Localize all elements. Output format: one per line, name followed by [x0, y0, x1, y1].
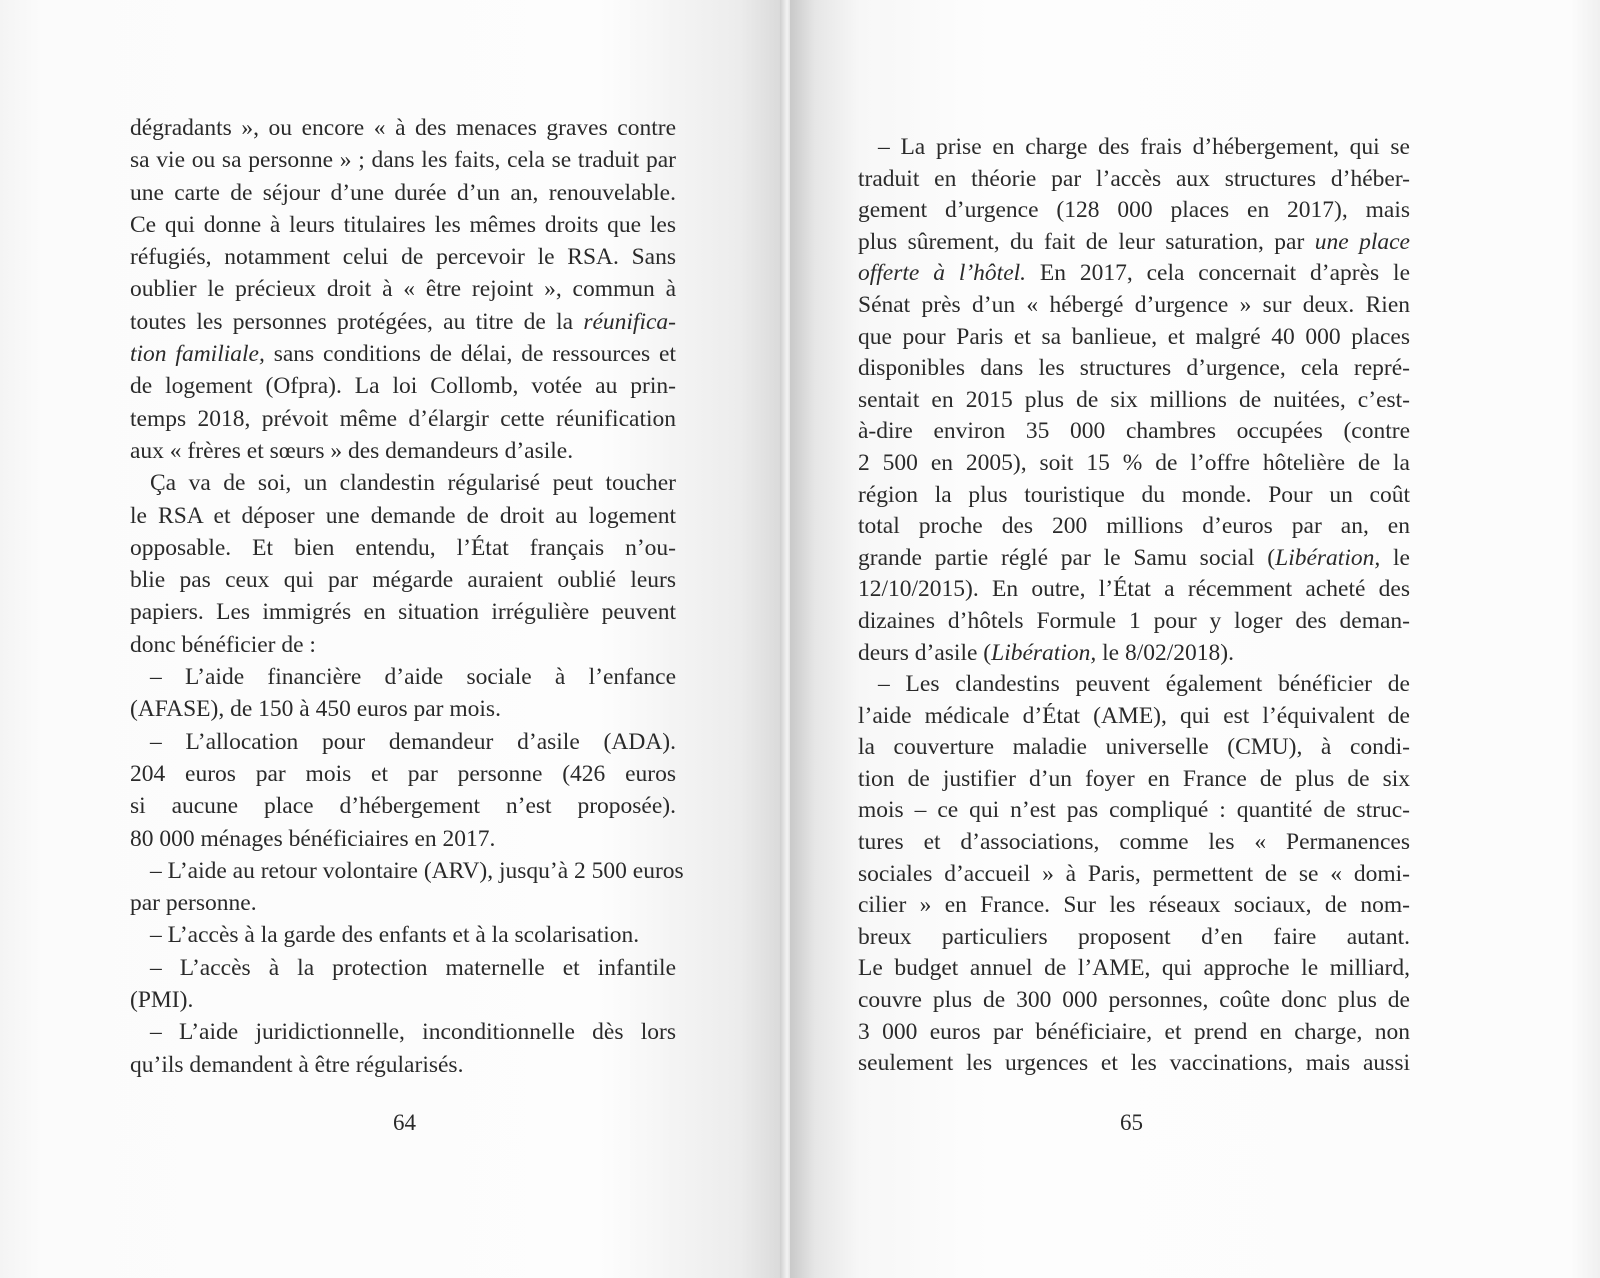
text-run: – L’aide juridictionnelle, inconditionnelle dès lors [150, 1019, 676, 1046]
text-line [858, 353, 1410, 385]
text-line [130, 919, 676, 951]
italic-text: une place [1314, 228, 1410, 255]
text-run: 204 euros par mois et par personne (426 euros [130, 760, 676, 787]
text-line [130, 661, 676, 693]
text-line [130, 500, 676, 532]
text-run: région la plus touristique du monde. Pour un coût [858, 481, 1410, 508]
italic-text: offerte à l’hôtel. [858, 260, 1027, 287]
text-line [858, 859, 1410, 891]
text-run: blie pas ceux qui par mégarde auraient oublié leurs [130, 567, 676, 594]
text-run: aux « frères et sœurs » des demandeurs d’asile. [130, 437, 574, 464]
text-run: grande partie réglé par le Samu social ( [858, 544, 1276, 571]
text-run: tion de justifier d’un foyer en France de plus de six [858, 765, 1410, 792]
text-run: total proche des 200 millions d’euros par an, en [858, 513, 1410, 540]
text-run: traduit en théorie par l’accès aux structures d’héber- [858, 165, 1410, 192]
text-line [130, 338, 676, 370]
text-run: plus sûrement, du fait de leur saturation, par [858, 228, 1315, 255]
text-run: papiers. Les immigrés en situation irrégulière peuvent [130, 599, 676, 626]
text-line [858, 416, 1410, 448]
text-run: (PMI). [130, 987, 194, 1014]
text-run: couvre plus de 300 000 personnes, coûte donc plus de [858, 987, 1410, 1014]
text-line [858, 922, 1410, 954]
text-line [130, 790, 676, 822]
page-number: 64 [393, 1110, 416, 1135]
text-run: le RSA et déposer une demande de droit au logement [130, 502, 676, 529]
text-run: l’aide médicale d’État (AME), qui est l’équivalent de [858, 702, 1410, 729]
text-run: dégradants », ou encore « à des menaces graves contre [130, 115, 676, 141]
text-line [858, 132, 1410, 164]
text-run: sociales d’accueil » à Paris, permettent de se « domi- [858, 860, 1410, 887]
text-line [858, 985, 1410, 1017]
text-line [130, 273, 676, 305]
text-line [858, 764, 1410, 796]
text-line [130, 855, 684, 887]
text-line [130, 177, 676, 209]
text-line [858, 795, 1410, 827]
text-line [130, 726, 676, 758]
text-run: Le budget annuel de l’AME, qui approche le milliard, [858, 955, 1410, 982]
text-run: Ça va de soi, un clandestin régularisé peut toucher [150, 470, 676, 497]
text-run: temps 2018, prévoit même d’élargir cette réunification [130, 405, 676, 432]
text-run: (AFASE), de 150 à 450 euros par mois. [130, 696, 501, 723]
text-run: – L’aide au retour volontaire (ARV), jusqu’à 2 500 euros [150, 857, 684, 884]
text-line [858, 827, 1410, 859]
text-line [130, 532, 676, 564]
text-run: tures et d’associations, comme les « Permanences [858, 829, 1410, 856]
text-run: de logement (Ofpra). La loi Collomb, votée au prin- [130, 373, 676, 400]
text-run: dizaines d’hôtels Formule 1 pour y loger des deman- [858, 607, 1410, 634]
text-line [858, 322, 1410, 354]
text-run: Ce qui donne à leurs titulaires les mêmes droits que les [130, 211, 676, 238]
text-run: 3 000 euros par bénéficiaire, et prend en charge, non [858, 1018, 1410, 1045]
text-line [858, 164, 1410, 196]
text-line [130, 984, 676, 1016]
right-page-body [858, 132, 1410, 1080]
text-line [858, 732, 1410, 764]
text-run: – L’accès à la protection maternelle et infantile [150, 954, 676, 981]
text-run: qu’ils demandent à être régularisés. [130, 1051, 464, 1078]
text-run: le [1380, 544, 1410, 571]
text-line [858, 701, 1410, 733]
text-line [858, 258, 1410, 290]
text-line [858, 543, 1410, 575]
text-line [130, 1016, 676, 1048]
text-run: – Les clandestins peuvent également bénéficier de [878, 671, 1410, 698]
left-page-body [130, 112, 684, 1081]
text-line [130, 823, 676, 855]
text-line [130, 209, 676, 241]
text-line [858, 195, 1410, 227]
text-line [130, 596, 676, 628]
text-run: disponibles dans les structures d’urgence, cela repré- [858, 355, 1410, 382]
text-run: sans conditions de délai, de ressources et [264, 341, 676, 368]
text-line [130, 758, 676, 790]
text-run: – L’allocation pour demandeur d’asile (ADA). [150, 728, 676, 755]
text-line [130, 887, 676, 919]
text-run: le 8/02/2018). [1096, 639, 1234, 666]
text-run: opposable. Et bien entendu, l’État français n’ou- [130, 534, 676, 561]
text-line [130, 112, 676, 144]
text-line [858, 227, 1410, 259]
italic-text: Libération, [1275, 544, 1381, 571]
text-run: – L’accès à la garde des enfants et à la scolarisation. [150, 922, 640, 949]
text-run: – La prise en charge des frais d’hébergement, qui se [878, 134, 1410, 160]
text-line [858, 1017, 1410, 1049]
italic-text: tion familiale, [130, 341, 265, 368]
text-run: seulement les urgences et les vaccinations, mais aussi [858, 1050, 1410, 1077]
text-line [130, 403, 676, 435]
italic-text: réunifica- [583, 308, 676, 335]
text-line [130, 1049, 676, 1081]
text-line [130, 467, 676, 499]
right-page [790, 0, 1600, 1278]
text-run: donc bénéficier de : [130, 631, 316, 658]
text-line [858, 448, 1410, 480]
text-line [130, 952, 676, 984]
text-run: réfugiés, notamment celui de percevoir le RSA. Sans [130, 244, 676, 271]
text-run: gement d’urgence (128 000 places en 2017), mais [858, 197, 1410, 224]
text-line [130, 370, 676, 402]
text-line [130, 144, 676, 176]
italic-text: Libération, [991, 639, 1097, 666]
text-run: mois – ce qui n’est pas compliqué : quantité de struc- [858, 797, 1410, 824]
text-line [858, 290, 1410, 322]
text-run: 12/10/2015). En outre, l’État a récemment acheté des [858, 576, 1410, 603]
text-line [858, 638, 1410, 670]
text-run: sa vie ou sa personne » ; dans les faits, cela se traduit par [130, 147, 676, 174]
text-line [858, 890, 1410, 922]
text-run: Sénat près d’un « hébergé d’urgence » sur deux. Rien [858, 291, 1410, 318]
text-run: – L’aide financière d’aide sociale à l’enfance [150, 664, 676, 691]
text-run: En 2017, cela concernait d’après le [1026, 260, 1410, 287]
text-run: la couverture maladie universelle (CMU), à condi- [858, 734, 1410, 761]
text-line [858, 511, 1410, 543]
text-line [858, 385, 1410, 417]
text-run: breux particuliers proposent d’en faire autant. [858, 923, 1410, 950]
text-line [858, 1048, 1410, 1080]
text-run: 80 000 ménages bénéficiaires en 2017. [130, 825, 496, 852]
text-run: cilier » en France. Sur les réseaux sociaux, de nom- [858, 892, 1410, 919]
text-run: à-dire environ 35 000 chambres occupées (contre [858, 418, 1410, 445]
text-line [130, 564, 676, 596]
text-run: sentait en 2015 plus de six millions de nuitées, c’est- [858, 386, 1410, 413]
text-line [130, 306, 676, 338]
page-number: 65 [1120, 1110, 1143, 1135]
text-line [130, 693, 676, 725]
text-line [858, 480, 1410, 512]
text-line [130, 241, 676, 273]
text-line [130, 629, 676, 661]
text-run: par personne. [130, 890, 257, 917]
text-run: oublier le précieux droit à « être rejoint », commun à [130, 276, 676, 303]
text-run: si aucune place d’hébergement n’est proposée). [130, 793, 676, 820]
text-line [858, 574, 1410, 606]
left-page [0, 0, 790, 1278]
text-line [858, 669, 1410, 701]
text-line [130, 435, 676, 467]
text-run: que pour Paris et sa banlieue, et malgré 40 000 places [858, 323, 1410, 350]
text-run: deurs d’asile ( [858, 639, 992, 666]
text-run: une carte de séjour d’une durée d’un an, renouvelable. [130, 179, 676, 206]
text-line [858, 606, 1410, 638]
text-run: toutes les personnes protégées, au titre de la [130, 308, 584, 335]
text-run: 2 500 en 2005), soit 15 % de l’offre hôtelière de la [858, 449, 1410, 476]
text-line [858, 953, 1410, 985]
